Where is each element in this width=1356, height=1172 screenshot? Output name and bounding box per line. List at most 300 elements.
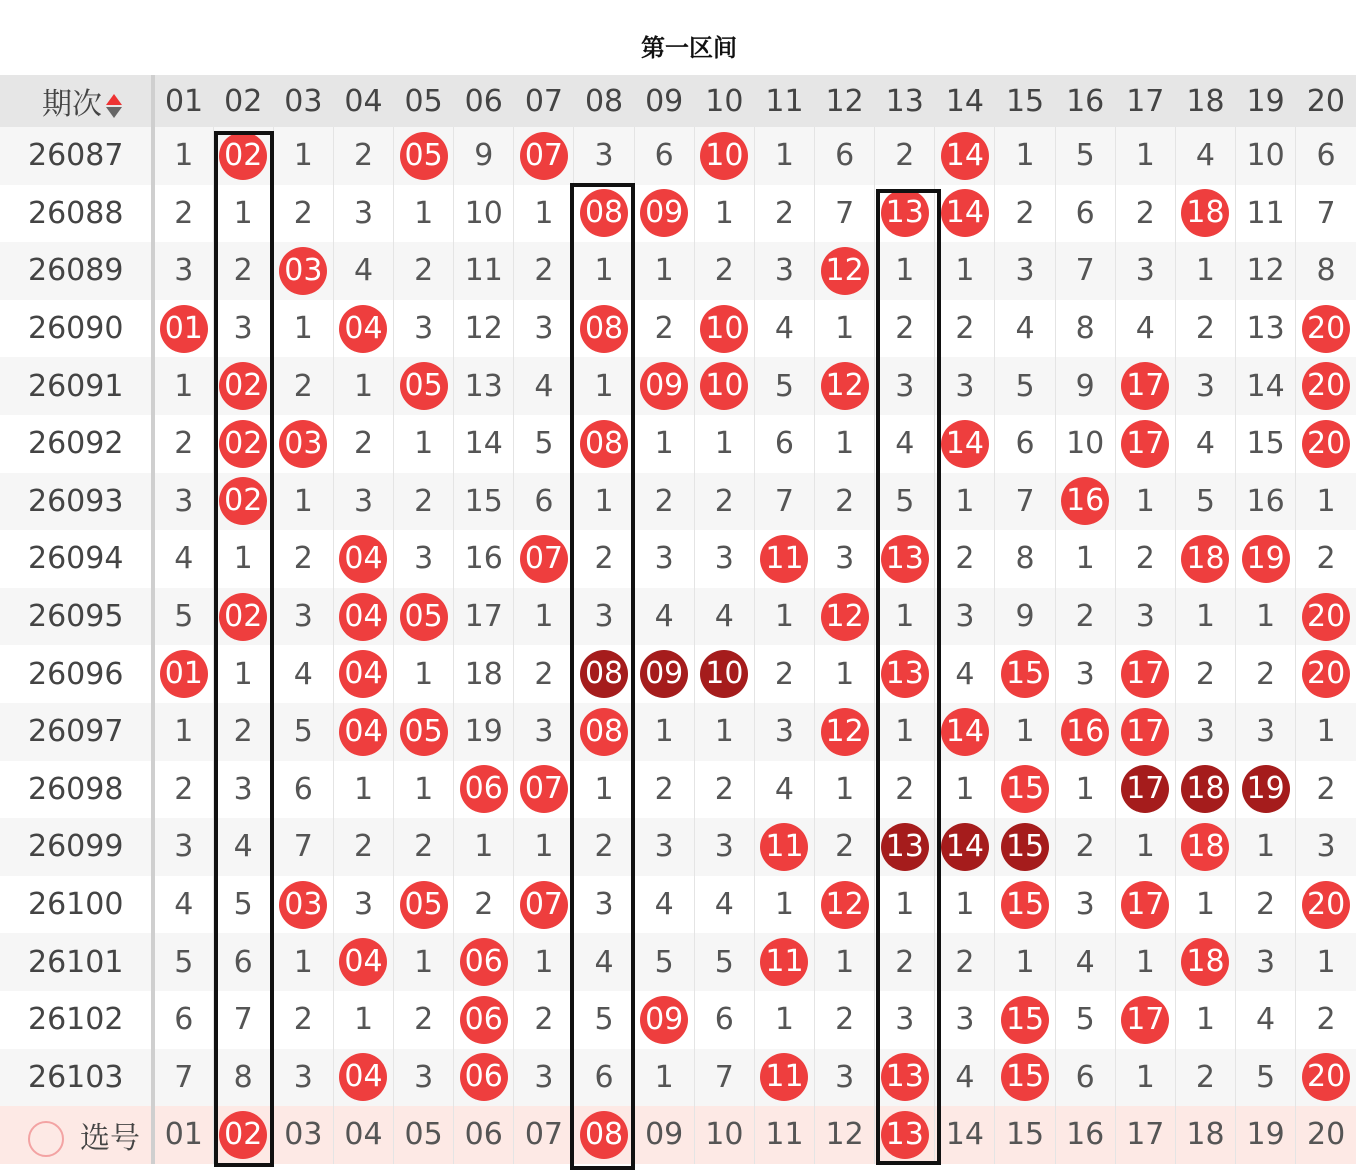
miss-count-cell: 1 (754, 876, 814, 934)
selected-number-ball[interactable]: 02 (219, 1111, 267, 1159)
number-ball: 01 (160, 305, 208, 353)
column-header-20: 20 (1306, 83, 1345, 119)
select-number-01[interactable]: 01 (153, 1106, 213, 1164)
miss-count-cell: 3 (995, 242, 1055, 300)
miss-count-cell: 5 (1175, 473, 1235, 531)
number-ball: 18 (1181, 938, 1229, 986)
miss-count-cell: 5 (694, 933, 754, 991)
drawn-cell (815, 703, 875, 761)
miss-count-cell: 4 (694, 876, 754, 934)
miss-count-cell: 16 (454, 530, 514, 588)
number-ball: 05 (400, 132, 448, 180)
miss-count-cell: 4 (1055, 933, 1115, 991)
miss-count-cell: 2 (1296, 530, 1356, 588)
number-ball: 09 (640, 362, 688, 410)
issue-number: 26102 (0, 991, 153, 1049)
miss-count-cell: 3 (875, 991, 935, 1049)
drawn-cell (815, 357, 875, 415)
miss-count-cell: 1 (634, 415, 694, 473)
table-row (0, 645, 1356, 703)
number-ball: 02 (219, 593, 267, 641)
miss-count-cell: 2 (574, 530, 634, 588)
select-number-04[interactable]: 04 (333, 1106, 393, 1164)
miss-count-cell: 1 (694, 703, 754, 761)
miss-count-cell: 1 (514, 185, 574, 243)
miss-count-cell: 10 (454, 185, 514, 243)
drawn-cell (1115, 761, 1175, 819)
miss-count-cell: 4 (935, 1049, 995, 1107)
number-ball: 08 (580, 305, 628, 353)
issue-number: 26098 (0, 761, 153, 819)
drawn-cell (1175, 761, 1235, 819)
miss-count-cell: 10 (1236, 127, 1296, 185)
issue-number: 26100 (0, 876, 153, 934)
drawn-cell (333, 588, 393, 646)
number-ball: 04 (339, 708, 387, 756)
select-number-09[interactable]: 09 (634, 1106, 694, 1164)
miss-count-cell: 2 (394, 991, 454, 1049)
miss-count-cell: 3 (333, 185, 393, 243)
table-row (0, 473, 1356, 531)
drawn-cell (394, 357, 454, 415)
miss-count-cell: 2 (935, 300, 995, 358)
miss-count-cell: 1 (213, 185, 273, 243)
column-header-16: 16 (1066, 83, 1105, 119)
drawn-cell (1055, 473, 1115, 531)
miss-count-cell: 1 (634, 703, 694, 761)
number-ball: 15 (1001, 881, 1049, 929)
miss-count-cell: 2 (273, 185, 333, 243)
miss-count-cell: 14 (1236, 357, 1296, 415)
drawn-cell (273, 242, 333, 300)
number-ball: 06 (460, 996, 508, 1044)
miss-count-cell: 2 (875, 933, 935, 991)
table-row (0, 357, 1356, 415)
miss-count-cell: 2 (875, 761, 935, 819)
miss-count-cell: 1 (394, 185, 454, 243)
issue-number: 26088 (0, 185, 153, 243)
column-header-17: 17 (1126, 83, 1165, 119)
miss-count-cell: 3 (1175, 703, 1235, 761)
number-ball: 02 (219, 132, 267, 180)
miss-count-cell: 1 (1236, 818, 1296, 876)
number-ball: 13 (881, 189, 929, 237)
select-number-14[interactable]: 14 (935, 1106, 995, 1164)
miss-count-cell: 6 (754, 415, 814, 473)
miss-count-cell: 2 (694, 242, 754, 300)
drawn-cell (454, 761, 514, 819)
miss-count-cell: 2 (454, 876, 514, 934)
select-number-10[interactable]: 10 (694, 1106, 754, 1164)
drawn-cell (394, 703, 454, 761)
drawn-cell (1115, 357, 1175, 415)
number-ball: 20 (1302, 593, 1350, 641)
miss-count-cell: 2 (153, 415, 213, 473)
miss-count-cell: 1 (754, 127, 814, 185)
drawn-cell (815, 876, 875, 934)
number-ball: 05 (400, 881, 448, 929)
miss-count-cell: 1 (1175, 242, 1235, 300)
miss-count-cell: 6 (153, 991, 213, 1049)
select-number-20[interactable]: 20 (1296, 1106, 1356, 1164)
drawn-cell (995, 876, 1055, 934)
miss-count-cell: 6 (213, 933, 273, 991)
number-ball: 10 (700, 305, 748, 353)
miss-count-cell: 4 (935, 645, 995, 703)
miss-count-cell: 2 (153, 185, 213, 243)
column-header-10: 10 (705, 83, 744, 119)
miss-count-cell: 4 (1236, 991, 1296, 1049)
radio-circle-icon[interactable] (28, 1121, 64, 1157)
drawn-cell (454, 933, 514, 991)
select-number-19[interactable]: 19 (1236, 1106, 1296, 1164)
drawn-cell (935, 415, 995, 473)
miss-count-cell: 1 (1055, 761, 1115, 819)
miss-count-cell: 5 (1055, 127, 1115, 185)
miss-count-cell: 1 (754, 991, 814, 1049)
miss-count-cell: 1 (394, 415, 454, 473)
miss-count-cell: 2 (574, 818, 634, 876)
miss-count-cell: 3 (213, 761, 273, 819)
drawn-cell (1175, 185, 1235, 243)
miss-count-cell: 3 (1115, 242, 1175, 300)
miss-count-cell: 3 (213, 300, 273, 358)
miss-count-cell: 1 (634, 1049, 694, 1107)
drawn-cell (1296, 588, 1356, 646)
number-ball: 20 (1302, 881, 1350, 929)
number-ball: 14 (941, 420, 989, 468)
column-header-19: 19 (1246, 83, 1285, 119)
table-row (0, 876, 1356, 934)
drawn-cell (153, 300, 213, 358)
miss-count-cell: 3 (574, 127, 634, 185)
number-ball: 06 (460, 765, 508, 813)
miss-count-cell: 3 (333, 473, 393, 531)
drawn-cell (153, 645, 213, 703)
number-ball: 08 (580, 189, 628, 237)
miss-count-cell: 2 (815, 473, 875, 531)
miss-count-cell: 2 (754, 645, 814, 703)
miss-count-cell: 4 (213, 818, 273, 876)
miss-count-cell: 5 (153, 588, 213, 646)
miss-count-cell: 2 (1236, 645, 1296, 703)
miss-count-cell: 5 (213, 876, 273, 934)
miss-count-cell: 2 (815, 991, 875, 1049)
miss-count-cell: 1 (1115, 933, 1175, 991)
miss-count-cell: 2 (935, 933, 995, 991)
number-ball: 12 (821, 708, 869, 756)
number-ball: 06 (460, 938, 508, 986)
table-row (0, 185, 1356, 243)
number-ball: 04 (339, 305, 387, 353)
select-number-17[interactable]: 17 (1115, 1106, 1175, 1164)
miss-count-cell: 6 (1055, 1049, 1115, 1107)
miss-count-cell: 5 (574, 991, 634, 1049)
miss-count-cell: 2 (1115, 185, 1175, 243)
miss-count-cell: 2 (1296, 761, 1356, 819)
miss-count-cell: 2 (1296, 991, 1356, 1049)
miss-count-cell: 3 (514, 1049, 574, 1107)
miss-count-cell: 1 (153, 357, 213, 415)
number-ball: 10 (700, 362, 748, 410)
miss-count-cell: 7 (273, 818, 333, 876)
number-ball: 05 (400, 593, 448, 641)
miss-count-cell: 2 (1055, 818, 1115, 876)
miss-count-cell: 3 (1236, 703, 1296, 761)
select-number-15[interactable]: 15 (995, 1106, 1055, 1164)
number-ball: 18 (1181, 535, 1229, 583)
miss-count-cell: 4 (995, 300, 1055, 358)
miss-count-cell: 2 (333, 818, 393, 876)
miss-count-cell: 6 (514, 473, 574, 531)
miss-count-cell: 8 (995, 530, 1055, 588)
number-ball: 05 (400, 362, 448, 410)
table-row (0, 703, 1356, 761)
drawn-cell (1115, 703, 1175, 761)
number-ball: 12 (821, 593, 869, 641)
number-ball: 17 (1121, 362, 1169, 410)
miss-count-cell: 5 (273, 703, 333, 761)
miss-count-cell: 6 (273, 761, 333, 819)
number-ball: 13 (881, 1053, 929, 1101)
select-label: 选号 (80, 1120, 140, 1156)
number-ball: 03 (279, 420, 327, 468)
drawn-cell (333, 645, 393, 703)
number-ball: 08 (580, 650, 628, 698)
miss-count-cell: 3 (574, 876, 634, 934)
miss-count-cell: 1 (1236, 588, 1296, 646)
drawn-cell (1115, 991, 1175, 1049)
miss-count-cell: 3 (634, 818, 694, 876)
miss-count-cell: 2 (634, 300, 694, 358)
miss-count-cell: 13 (1236, 300, 1296, 358)
miss-count-cell: 1 (1175, 588, 1235, 646)
number-ball: 04 (339, 650, 387, 698)
miss-count-cell: 3 (333, 876, 393, 934)
issue-column-header[interactable] (0, 75, 153, 127)
miss-count-cell: 1 (333, 991, 393, 1049)
miss-count-cell: 5 (634, 933, 694, 991)
miss-count-cell: 2 (1175, 1049, 1235, 1107)
miss-count-cell: 1 (815, 761, 875, 819)
miss-count-cell: 3 (694, 530, 754, 588)
miss-count-cell: 19 (454, 703, 514, 761)
miss-count-cell: 1 (153, 703, 213, 761)
drawn-cell (1296, 300, 1356, 358)
miss-count-cell: 5 (153, 933, 213, 991)
number-ball: 20 (1302, 650, 1350, 698)
table-row (0, 991, 1356, 1049)
table-row (0, 127, 1356, 185)
miss-count-cell: 2 (1055, 588, 1115, 646)
column-header-04: 04 (344, 83, 383, 119)
miss-count-cell: 7 (995, 473, 1055, 531)
number-ball: 13 (881, 535, 929, 583)
miss-count-cell: 1 (273, 127, 333, 185)
drawn-cell (1115, 876, 1175, 934)
drawn-cell (634, 645, 694, 703)
issue-number: 26095 (0, 588, 153, 646)
drawn-cell (273, 876, 333, 934)
drawn-cell (394, 876, 454, 934)
miss-count-cell: 2 (394, 818, 454, 876)
drawn-cell (815, 242, 875, 300)
miss-count-cell: 2 (273, 530, 333, 588)
column-header-02: 02 (224, 83, 263, 119)
miss-count-cell: 1 (995, 703, 1055, 761)
drawn-cell (394, 588, 454, 646)
number-ball: 14 (941, 189, 989, 237)
column-header-09: 09 (645, 83, 684, 119)
miss-count-cell: 1 (875, 242, 935, 300)
drawn-cell (995, 818, 1055, 876)
sort-icon[interactable] (106, 94, 122, 118)
miss-count-cell: 3 (1055, 876, 1115, 934)
number-ball: 02 (219, 420, 267, 468)
miss-count-cell: 2 (935, 530, 995, 588)
number-ball: 04 (339, 535, 387, 583)
drawn-cell (1115, 645, 1175, 703)
issue-number: 26089 (0, 242, 153, 300)
number-ball: 15 (1001, 650, 1049, 698)
miss-count-cell: 5 (514, 415, 574, 473)
selected-number-ball[interactable]: 08 (580, 1111, 628, 1159)
drawn-cell (514, 530, 574, 588)
select-number-16[interactable]: 16 (1055, 1106, 1115, 1164)
miss-count-cell: 1 (634, 242, 694, 300)
drawn-cell (754, 530, 814, 588)
highlight-box-col-13 (876, 189, 941, 1165)
miss-count-cell: 3 (754, 703, 814, 761)
select-number-05[interactable]: 05 (394, 1106, 454, 1164)
miss-count-cell: 1 (1055, 530, 1115, 588)
miss-count-cell: 11 (1236, 185, 1296, 243)
number-ball: 02 (219, 362, 267, 410)
miss-count-cell: 1 (333, 761, 393, 819)
miss-count-cell: 3 (875, 357, 935, 415)
miss-count-cell: 4 (634, 588, 694, 646)
miss-count-cell: 3 (935, 991, 995, 1049)
drawn-cell (514, 127, 574, 185)
miss-count-cell: 6 (1296, 127, 1356, 185)
number-ball: 17 (1121, 765, 1169, 813)
drawn-cell (754, 1049, 814, 1107)
table-row (0, 242, 1356, 300)
column-header-06: 06 (464, 83, 503, 119)
number-ball: 09 (640, 189, 688, 237)
column-header-15: 15 (1005, 83, 1045, 119)
miss-count-cell: 2 (333, 415, 393, 473)
miss-count-cell: 4 (153, 530, 213, 588)
select-number-06[interactable]: 06 (454, 1106, 514, 1164)
number-ball: 08 (580, 420, 628, 468)
miss-count-cell: 12 (454, 300, 514, 358)
drawn-cell (935, 127, 995, 185)
miss-count-cell: 2 (1115, 530, 1175, 588)
miss-count-cell: 1 (273, 933, 333, 991)
issue-number: 26090 (0, 300, 153, 358)
miss-count-cell: 4 (634, 876, 694, 934)
header-row (0, 75, 1356, 127)
issue-number: 26093 (0, 473, 153, 531)
number-ball: 01 (160, 650, 208, 698)
number-ball: 17 (1121, 881, 1169, 929)
miss-count-cell: 13 (454, 357, 514, 415)
miss-count-cell: 3 (153, 818, 213, 876)
miss-count-cell: 7 (1055, 242, 1115, 300)
issue-number: 26096 (0, 645, 153, 703)
issue-header-label: 期次 (42, 87, 102, 122)
number-ball: 07 (520, 535, 568, 583)
miss-count-cell: 2 (875, 127, 935, 185)
selected-number-ball[interactable]: 13 (881, 1111, 929, 1159)
miss-count-cell: 3 (394, 530, 454, 588)
trend-table (0, 75, 1356, 1164)
miss-count-cell: 3 (935, 588, 995, 646)
column-header-13: 13 (885, 83, 924, 119)
issue-number: 26101 (0, 933, 153, 991)
number-ball: 07 (520, 881, 568, 929)
select-number-18[interactable]: 18 (1175, 1106, 1235, 1164)
miss-count-cell: 4 (333, 242, 393, 300)
select-number-12[interactable]: 12 (815, 1106, 875, 1164)
table-row (0, 818, 1356, 876)
number-ball: 13 (881, 650, 929, 698)
miss-count-cell: 7 (213, 991, 273, 1049)
select-label-cell[interactable] (0, 1106, 153, 1164)
column-header-18: 18 (1186, 83, 1225, 119)
miss-count-cell: 17 (454, 588, 514, 646)
drawn-cell (634, 357, 694, 415)
drawn-cell (935, 703, 995, 761)
miss-count-cell: 16 (1236, 473, 1296, 531)
number-ball: 07 (520, 132, 568, 180)
miss-count-cell: 4 (574, 933, 634, 991)
miss-count-cell: 1 (394, 761, 454, 819)
select-number-07[interactable]: 07 (514, 1106, 574, 1164)
miss-count-cell: 1 (153, 127, 213, 185)
drawn-cell (754, 818, 814, 876)
miss-count-cell: 12 (1236, 242, 1296, 300)
miss-count-cell: 6 (634, 127, 694, 185)
miss-count-cell: 1 (333, 357, 393, 415)
drawn-cell (1296, 357, 1356, 415)
miss-count-cell: 2 (634, 761, 694, 819)
issue-number: 26094 (0, 530, 153, 588)
drawn-cell (754, 933, 814, 991)
select-number-11[interactable]: 11 (754, 1106, 814, 1164)
miss-count-cell: 2 (875, 300, 935, 358)
miss-count-cell: 2 (213, 703, 273, 761)
number-ball: 11 (760, 1053, 808, 1101)
miss-count-cell: 1 (815, 933, 875, 991)
miss-count-cell: 9 (454, 127, 514, 185)
issue-number: 26087 (0, 127, 153, 185)
miss-count-cell: 1 (694, 415, 754, 473)
miss-count-cell: 2 (754, 185, 814, 243)
drawn-cell (333, 300, 393, 358)
number-ball: 04 (339, 938, 387, 986)
miss-count-cell: 1 (935, 242, 995, 300)
select-number-03[interactable]: 03 (273, 1106, 333, 1164)
number-ball: 15 (1001, 765, 1049, 813)
table-row (0, 530, 1356, 588)
drawn-cell (1296, 645, 1356, 703)
miss-count-cell: 3 (1236, 933, 1296, 991)
miss-count-cell: 1 (1115, 1049, 1175, 1107)
drawn-cell (1175, 933, 1235, 991)
miss-count-cell: 1 (754, 588, 814, 646)
